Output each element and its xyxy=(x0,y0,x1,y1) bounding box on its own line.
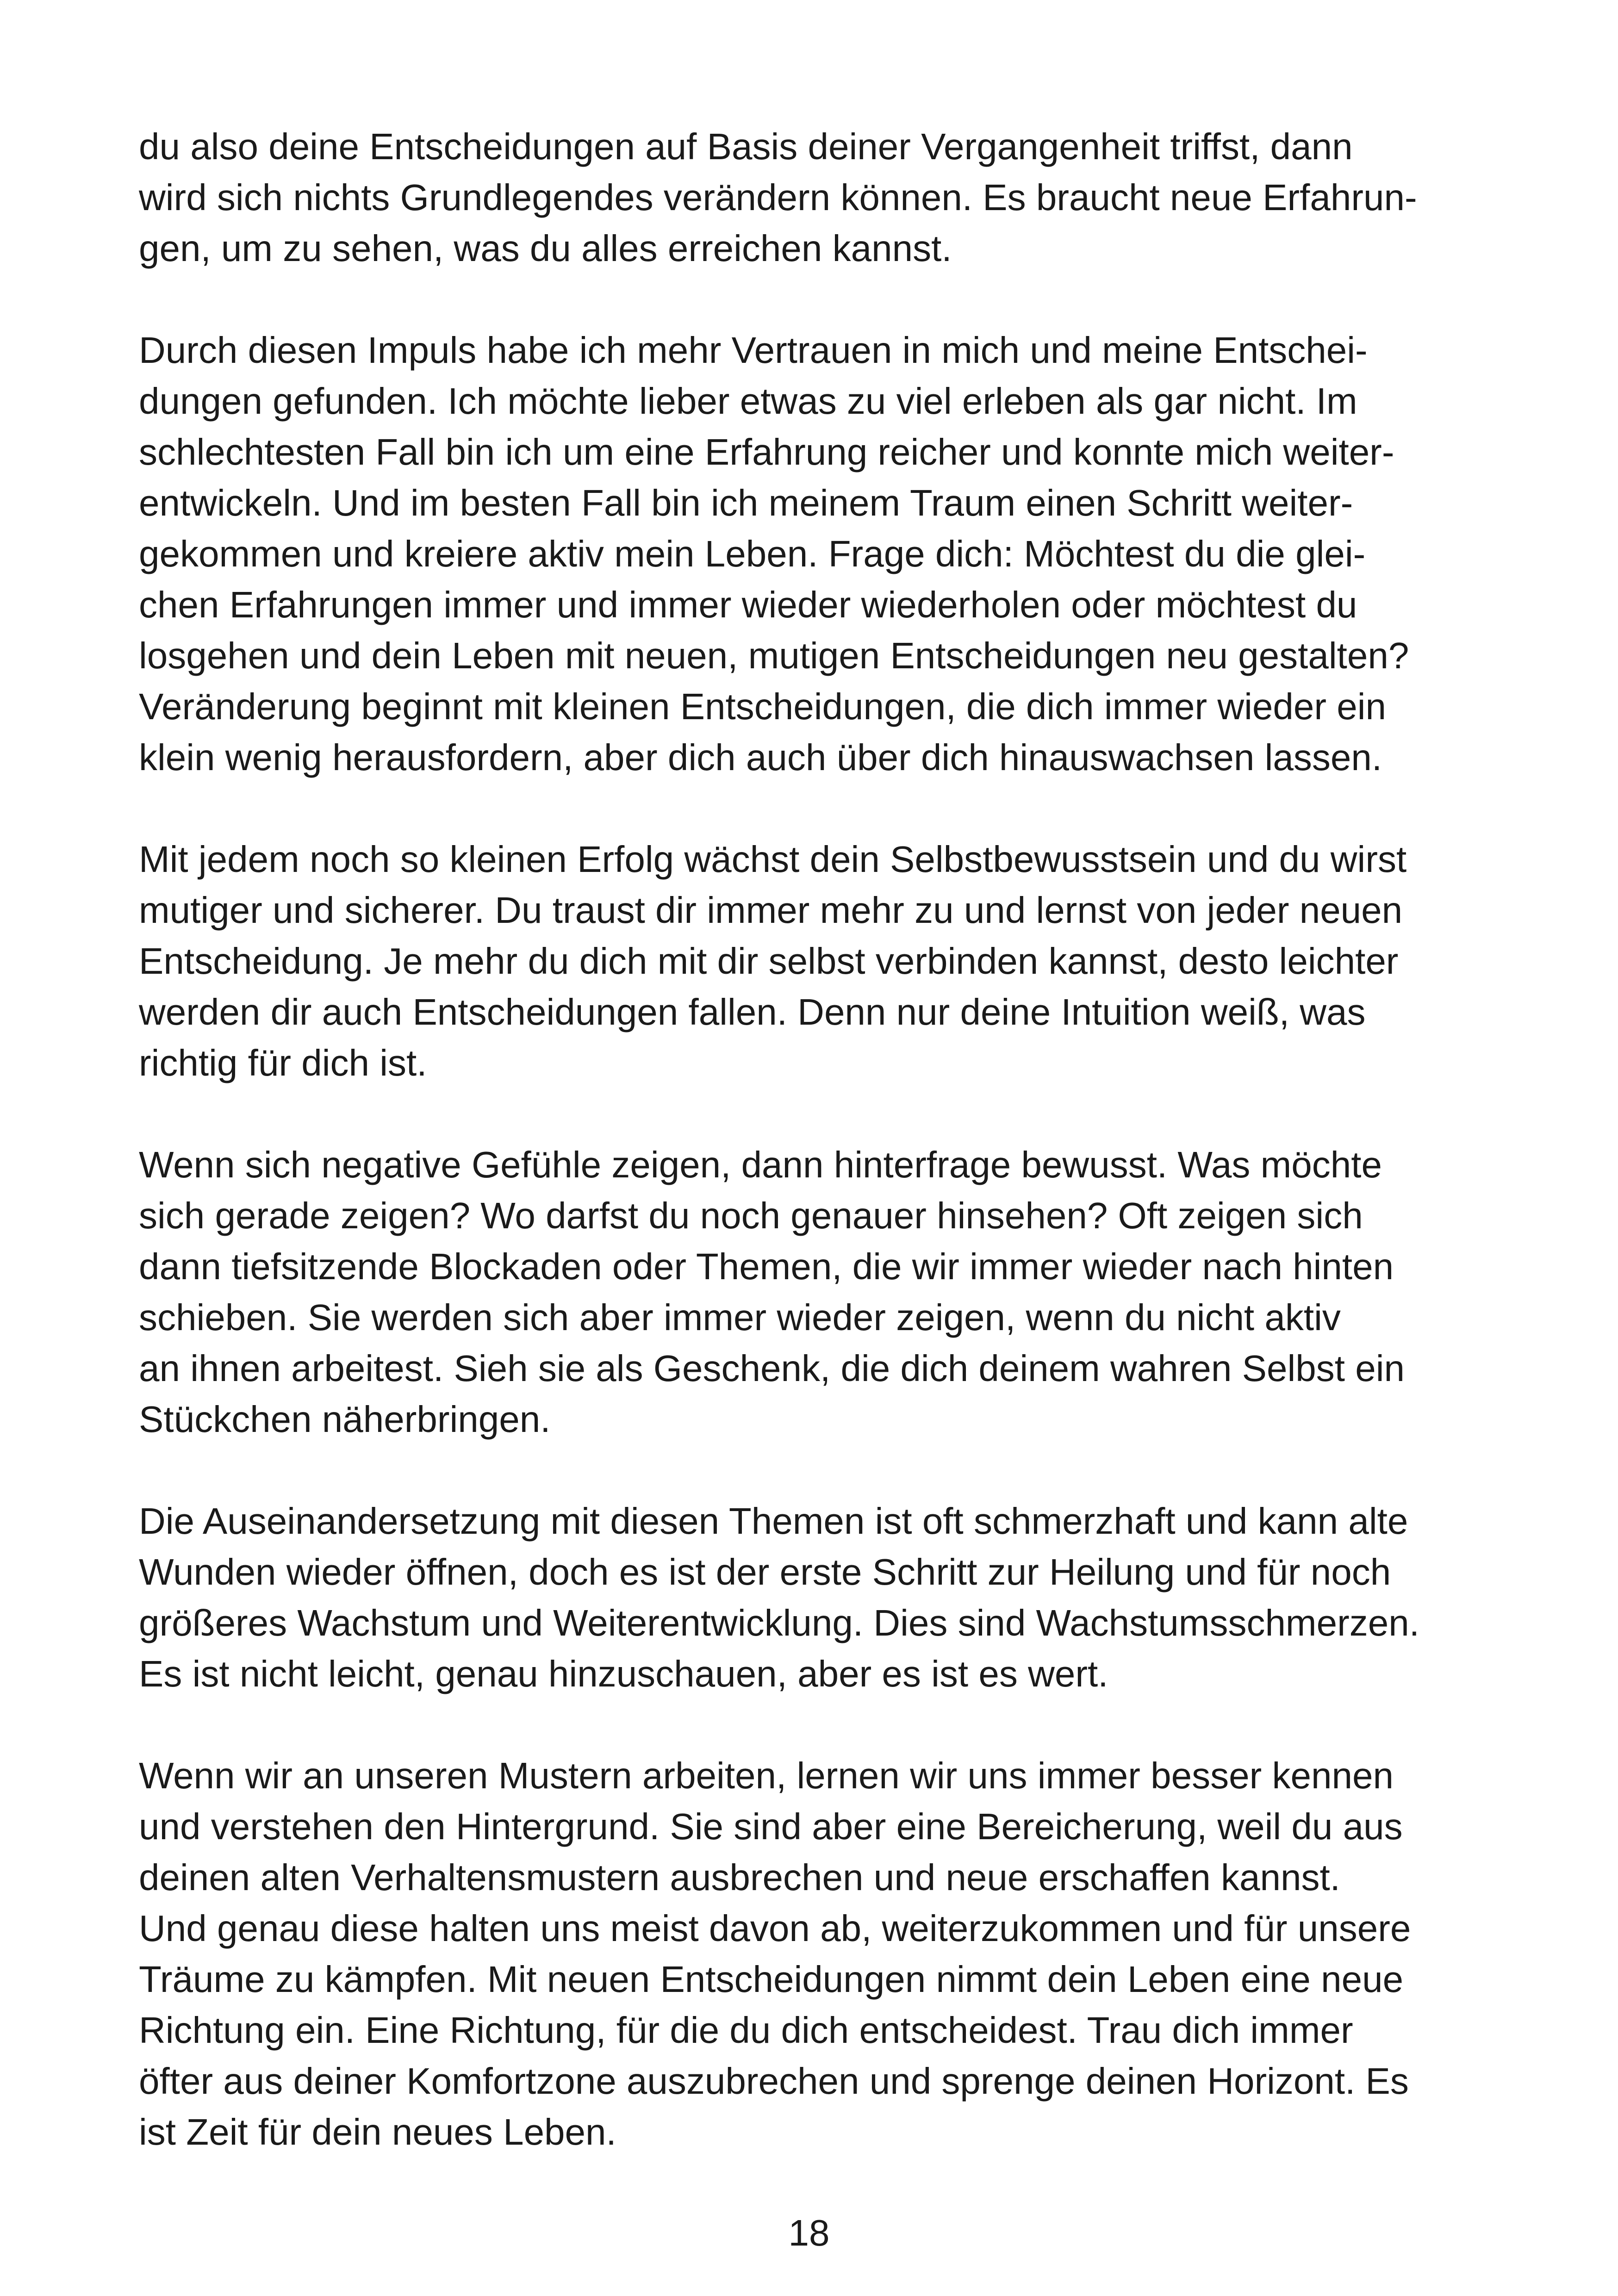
text-line: wird sich nichts Grundlegendes verändern können. Es braucht neue Erfahrun- xyxy=(139,177,1417,218)
text-line: losgehen und dein Leben mit neuen, mutigen Entscheidungen neu gestalten? xyxy=(139,635,1409,676)
paragraph xyxy=(139,1496,1490,1699)
text-line: Träume zu kämpfen. Mit neuen Entscheidungen nimmt dein Leben eine neue xyxy=(139,1959,1404,2000)
text-line: klein wenig herausfordern, aber dich auch über dich hinauswachsen lassen. xyxy=(139,737,1382,778)
text-line: Veränderung beginnt mit kleinen Entscheidungen, die dich immer wieder ein xyxy=(139,686,1386,727)
text-line: werden dir auch Entscheidungen fallen. Denn nur deine Intuition weiß, was xyxy=(139,991,1366,1033)
text-line: entwickeln. Und im besten Fall bin ich meinem Traum einen Schritt weiter- xyxy=(139,482,1353,523)
paragraph xyxy=(139,325,1490,783)
text-line: sich gerade zeigen? Wo darfst du noch genauer hinsehen? Oft zeigen sich xyxy=(139,1195,1363,1236)
text-line: schieben. Sie werden sich aber immer wieder zeigen, wenn du nicht aktiv xyxy=(139,1297,1341,1338)
text-line: schlechtesten Fall bin ich um eine Erfahrung reicher und konnte mich weiter- xyxy=(139,431,1394,473)
text-line: dann tiefsitzende Blockaden oder Themen, die wir immer wieder nach hinten xyxy=(139,1246,1394,1287)
text-line: öfter aus deiner Komfortzone auszubrechen und sprenge deinen Horizont. Es xyxy=(139,2060,1409,2102)
text-line: größeres Wachstum und Weiterentwicklung. Dies sind Wachstumsschmerzen. xyxy=(139,1602,1419,1643)
text-line: deinen alten Verhaltensmustern ausbrechen und neue erschaffen kannst. xyxy=(139,1857,1340,1898)
text-line: dungen gefunden. Ich möchte lieber etwas zu viel erleben als gar nicht. Im xyxy=(139,380,1357,422)
paragraph xyxy=(139,1750,1490,2158)
text-line: mutiger und sicherer. Du traust dir immer mehr zu und lernst von jeder neuen xyxy=(139,890,1403,931)
text-line: richtig für dich ist. xyxy=(139,1042,427,1083)
text-line: Wunden wieder öffnen, doch es ist der erste Schritt zur Heilung und für noch xyxy=(139,1551,1391,1593)
text-line: gen, um zu sehen, was du alles erreichen kannst. xyxy=(139,228,952,269)
text-line: Durch diesen Impuls habe ich mehr Vertrauen in mich und meine Entschei- xyxy=(139,330,1368,371)
text-line: Stückchen näherbringen. xyxy=(139,1399,551,1440)
paragraphs-container xyxy=(139,121,1490,2158)
page-number: 18 xyxy=(788,2212,830,2253)
text-line: und verstehen den Hintergrund. Sie sind aber eine Bereicherung, weil du aus xyxy=(139,1806,1403,1847)
paragraph xyxy=(139,1139,1490,1445)
page-body xyxy=(139,121,1490,2209)
text-line: du also deine Entscheidungen auf Basis deiner Vergangenheit triffst, dann xyxy=(139,126,1353,167)
text-line: gekommen und kreiere aktiv mein Leben. Frage dich: Möchtest du die glei- xyxy=(139,533,1366,574)
text-line: Die Auseinandersetzung mit diesen Themen ist oft schmerzhaft und kann alte xyxy=(139,1500,1408,1542)
text-line: Richtung ein. Eine Richtung, für die du dich entscheidest. Trau dich immer xyxy=(139,2010,1353,2051)
text-line: Mit jedem noch so kleinen Erfolg wächst dein Selbstbewusstsein und du wirst xyxy=(139,839,1407,880)
text-line: chen Erfahrungen immer und immer wieder wiederholen oder möchtest du xyxy=(139,584,1357,625)
text-line: Und genau diese halten uns meist davon ab, weiterzukommen und für unsere xyxy=(139,1908,1411,1949)
text-line: Entscheidung. Je mehr du dich mit dir selbst verbinden kannst, desto leichter xyxy=(139,940,1399,982)
text-line: Es ist nicht leicht, genau hinzuschauen, aber es ist es wert. xyxy=(139,1653,1108,1694)
paragraph xyxy=(139,834,1490,1089)
text-line: Wenn sich negative Gefühle zeigen, dann hinterfrage bewusst. Was möchte xyxy=(139,1144,1382,1185)
text-line: ist Zeit für dein neues Leben. xyxy=(139,2111,616,2153)
paragraph xyxy=(139,121,1490,274)
text-line: Wenn wir an unseren Mustern arbeiten, lernen wir uns immer besser kennen xyxy=(139,1755,1394,1796)
text-line: an ihnen arbeitest. Sieh sie als Geschenk, die dich deinem wahren Selbst ein xyxy=(139,1348,1405,1389)
